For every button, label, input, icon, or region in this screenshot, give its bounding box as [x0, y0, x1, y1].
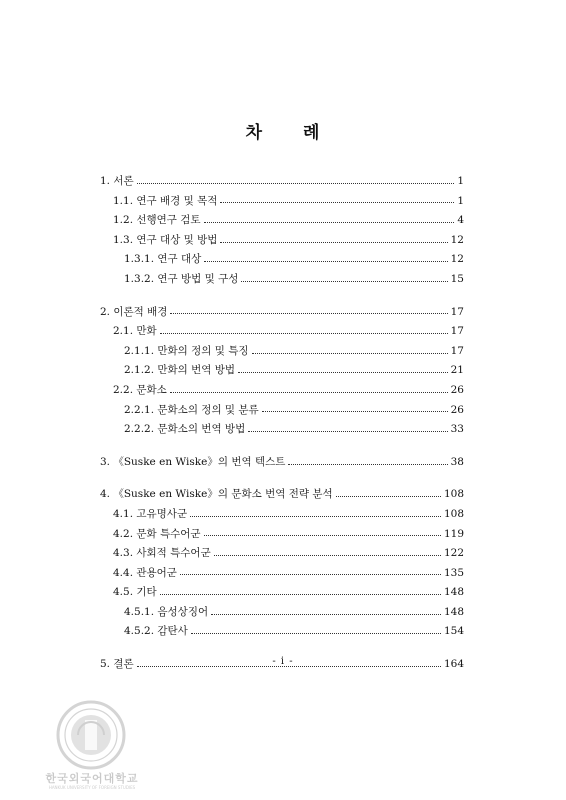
toc-entry-label: 2.1.2. 만화의 번역 방법 — [124, 364, 236, 377]
toc-entry-label: 1.3. 연구 대상 및 방법 — [113, 233, 218, 246]
toc-entry-page: 148 — [443, 586, 464, 599]
toc-leader-dots — [180, 573, 441, 575]
toc-entry[interactable] — [100, 622, 464, 642]
toc-entry-page: 1 — [457, 175, 464, 187]
toc-entry-page: 26 — [450, 403, 464, 416]
toc-entry-label: 4.5.1. 음성상징어 — [124, 605, 209, 618]
toc-entry-page: 33 — [450, 423, 464, 436]
toc-leader-dots — [241, 280, 447, 282]
toc-entry-page: 122 — [443, 547, 464, 560]
toc-leader-dots — [248, 430, 447, 432]
toc-entry-label: 4.1. 고유명사군 — [113, 507, 188, 520]
toc-entry-label: 2. 이론적 배경 — [100, 305, 168, 318]
toc-leader-dots — [204, 260, 447, 262]
university-name-en: HANKUK UNIVERSITY OF FOREIGN STUDIES — [48, 785, 136, 790]
university-seal-icon — [56, 700, 126, 770]
title-char-1: 차 — [245, 123, 263, 143]
toc-entry-label: 2.1. 만화 — [113, 325, 157, 338]
toc-entry-label: 4.5. 기타 — [113, 586, 157, 599]
toc-entry-page: 17 — [450, 325, 464, 338]
toc-entry-page: 154 — [443, 625, 464, 638]
toc-entry[interactable] — [100, 342, 464, 362]
title-char-2: 례 — [303, 123, 321, 143]
toc-leader-dots — [190, 515, 441, 517]
toc-leader-dots — [137, 182, 455, 184]
toc-entry-page: 21 — [450, 364, 464, 377]
toc-entry[interactable] — [100, 381, 464, 401]
toc-entry[interactable] — [100, 172, 464, 192]
toc-entry[interactable] — [100, 564, 464, 584]
toc-entry-page: 119 — [443, 527, 464, 540]
toc-leader-dots — [214, 554, 441, 556]
toc-entry[interactable] — [100, 420, 464, 440]
toc-entry-page: 4 — [457, 214, 464, 227]
toc-entry[interactable] — [100, 250, 464, 270]
toc-entry-label: 1.2. 선행연구 검토 — [113, 214, 201, 227]
toc-entry-label: 4.3. 사회적 특수어군 — [113, 547, 211, 560]
toc-entry-label: 4.2. 문화 특수어군 — [113, 527, 201, 540]
toc-entry-page: 1 — [457, 194, 464, 207]
toc-leader-dots — [160, 332, 448, 334]
toc-entry-label: 4. 《Suske en Wiske》의 문화소 번역 전략 분석 — [100, 488, 333, 501]
toc-entry[interactable] — [100, 505, 464, 525]
toc-group-spacer — [100, 642, 464, 655]
toc-entry[interactable] — [100, 525, 464, 545]
toc-entry-page: 135 — [443, 566, 464, 579]
toc-entry-page: 26 — [450, 383, 464, 396]
toc-entry-page: 12 — [450, 233, 464, 246]
toc-leader-dots — [160, 593, 441, 595]
toc-entry-label: 2.2.1. 문화소의 정의 및 분류 — [124, 403, 259, 416]
toc-entry-label: 4.4. 관용어군 — [113, 566, 177, 579]
toc-entry[interactable] — [100, 231, 464, 251]
toc-entry-label: 1.3.1. 연구 대상 — [124, 253, 202, 266]
toc-entry-label: 3. 《Suske en Wiske》의 번역 텍스트 — [100, 455, 286, 468]
toc-entry-page: 108 — [443, 488, 464, 501]
toc-leader-dots — [262, 410, 448, 412]
toc-entry-page: 17 — [450, 344, 464, 357]
toc-leader-dots — [220, 201, 454, 203]
toc-leader-dots — [170, 312, 447, 314]
toc-entry-page: 15 — [450, 272, 464, 285]
toc-entry[interactable] — [100, 322, 464, 342]
toc-leader-dots — [204, 221, 455, 223]
toc-entry-page: 148 — [443, 605, 464, 618]
toc-entry-label: 1.1. 연구 배경 및 목적 — [113, 194, 218, 207]
toc-leader-dots — [336, 495, 441, 497]
toc-entry[interactable] — [100, 544, 464, 564]
toc-leader-dots — [170, 391, 448, 393]
toc-entry[interactable] — [100, 603, 464, 623]
toc-entry[interactable] — [100, 583, 464, 603]
toc-leader-dots — [211, 613, 441, 615]
toc-entry[interactable] — [100, 270, 464, 290]
toc-entry[interactable] — [100, 303, 464, 323]
toc-leader-dots — [288, 463, 447, 465]
toc-leader-dots — [238, 371, 448, 373]
toc-entry-label: 2.2.2. 문화소의 번역 방법 — [124, 423, 246, 436]
toc-entry-page: 108 — [443, 507, 464, 520]
university-name-ko: 한국외국어대학교 — [45, 772, 139, 785]
table-of-contents — [100, 172, 464, 675]
toc-entry-label: 2.1.1. 만화의 정의 및 특징 — [124, 344, 249, 357]
toc-leader-dots — [191, 632, 441, 634]
toc-entry-label: 4.5.2. 감탄사 — [124, 625, 188, 638]
toc-group-spacer — [100, 440, 464, 453]
toc-entry[interactable] — [100, 485, 464, 505]
toc-entry-label: 5. 결론 — [100, 658, 134, 671]
page-number: - i - — [272, 656, 294, 667]
toc-entry-page: 12 — [450, 253, 464, 266]
toc-entry-label: 1.3.2. 연구 방법 및 구성 — [124, 272, 239, 285]
toc-group-spacer — [100, 472, 464, 485]
toc-entry[interactable] — [100, 192, 464, 212]
toc-leader-dots — [252, 352, 448, 354]
toc-entry-label: 2.2. 문화소 — [113, 383, 167, 396]
toc-title — [0, 118, 566, 143]
toc-entry[interactable] — [100, 401, 464, 421]
toc-entry[interactable] — [100, 361, 464, 381]
toc-entry-page: 164 — [443, 658, 464, 671]
toc-leader-dots — [204, 534, 441, 536]
toc-leader-dots — [220, 241, 447, 243]
toc-entry-page: 38 — [450, 455, 464, 468]
toc-entry[interactable] — [100, 211, 464, 231]
toc-entry[interactable] — [100, 453, 464, 473]
toc-entry-page: 17 — [450, 305, 464, 318]
toc-group-spacer — [100, 290, 464, 303]
toc-entry-label: 1. 서론 — [100, 175, 134, 187]
